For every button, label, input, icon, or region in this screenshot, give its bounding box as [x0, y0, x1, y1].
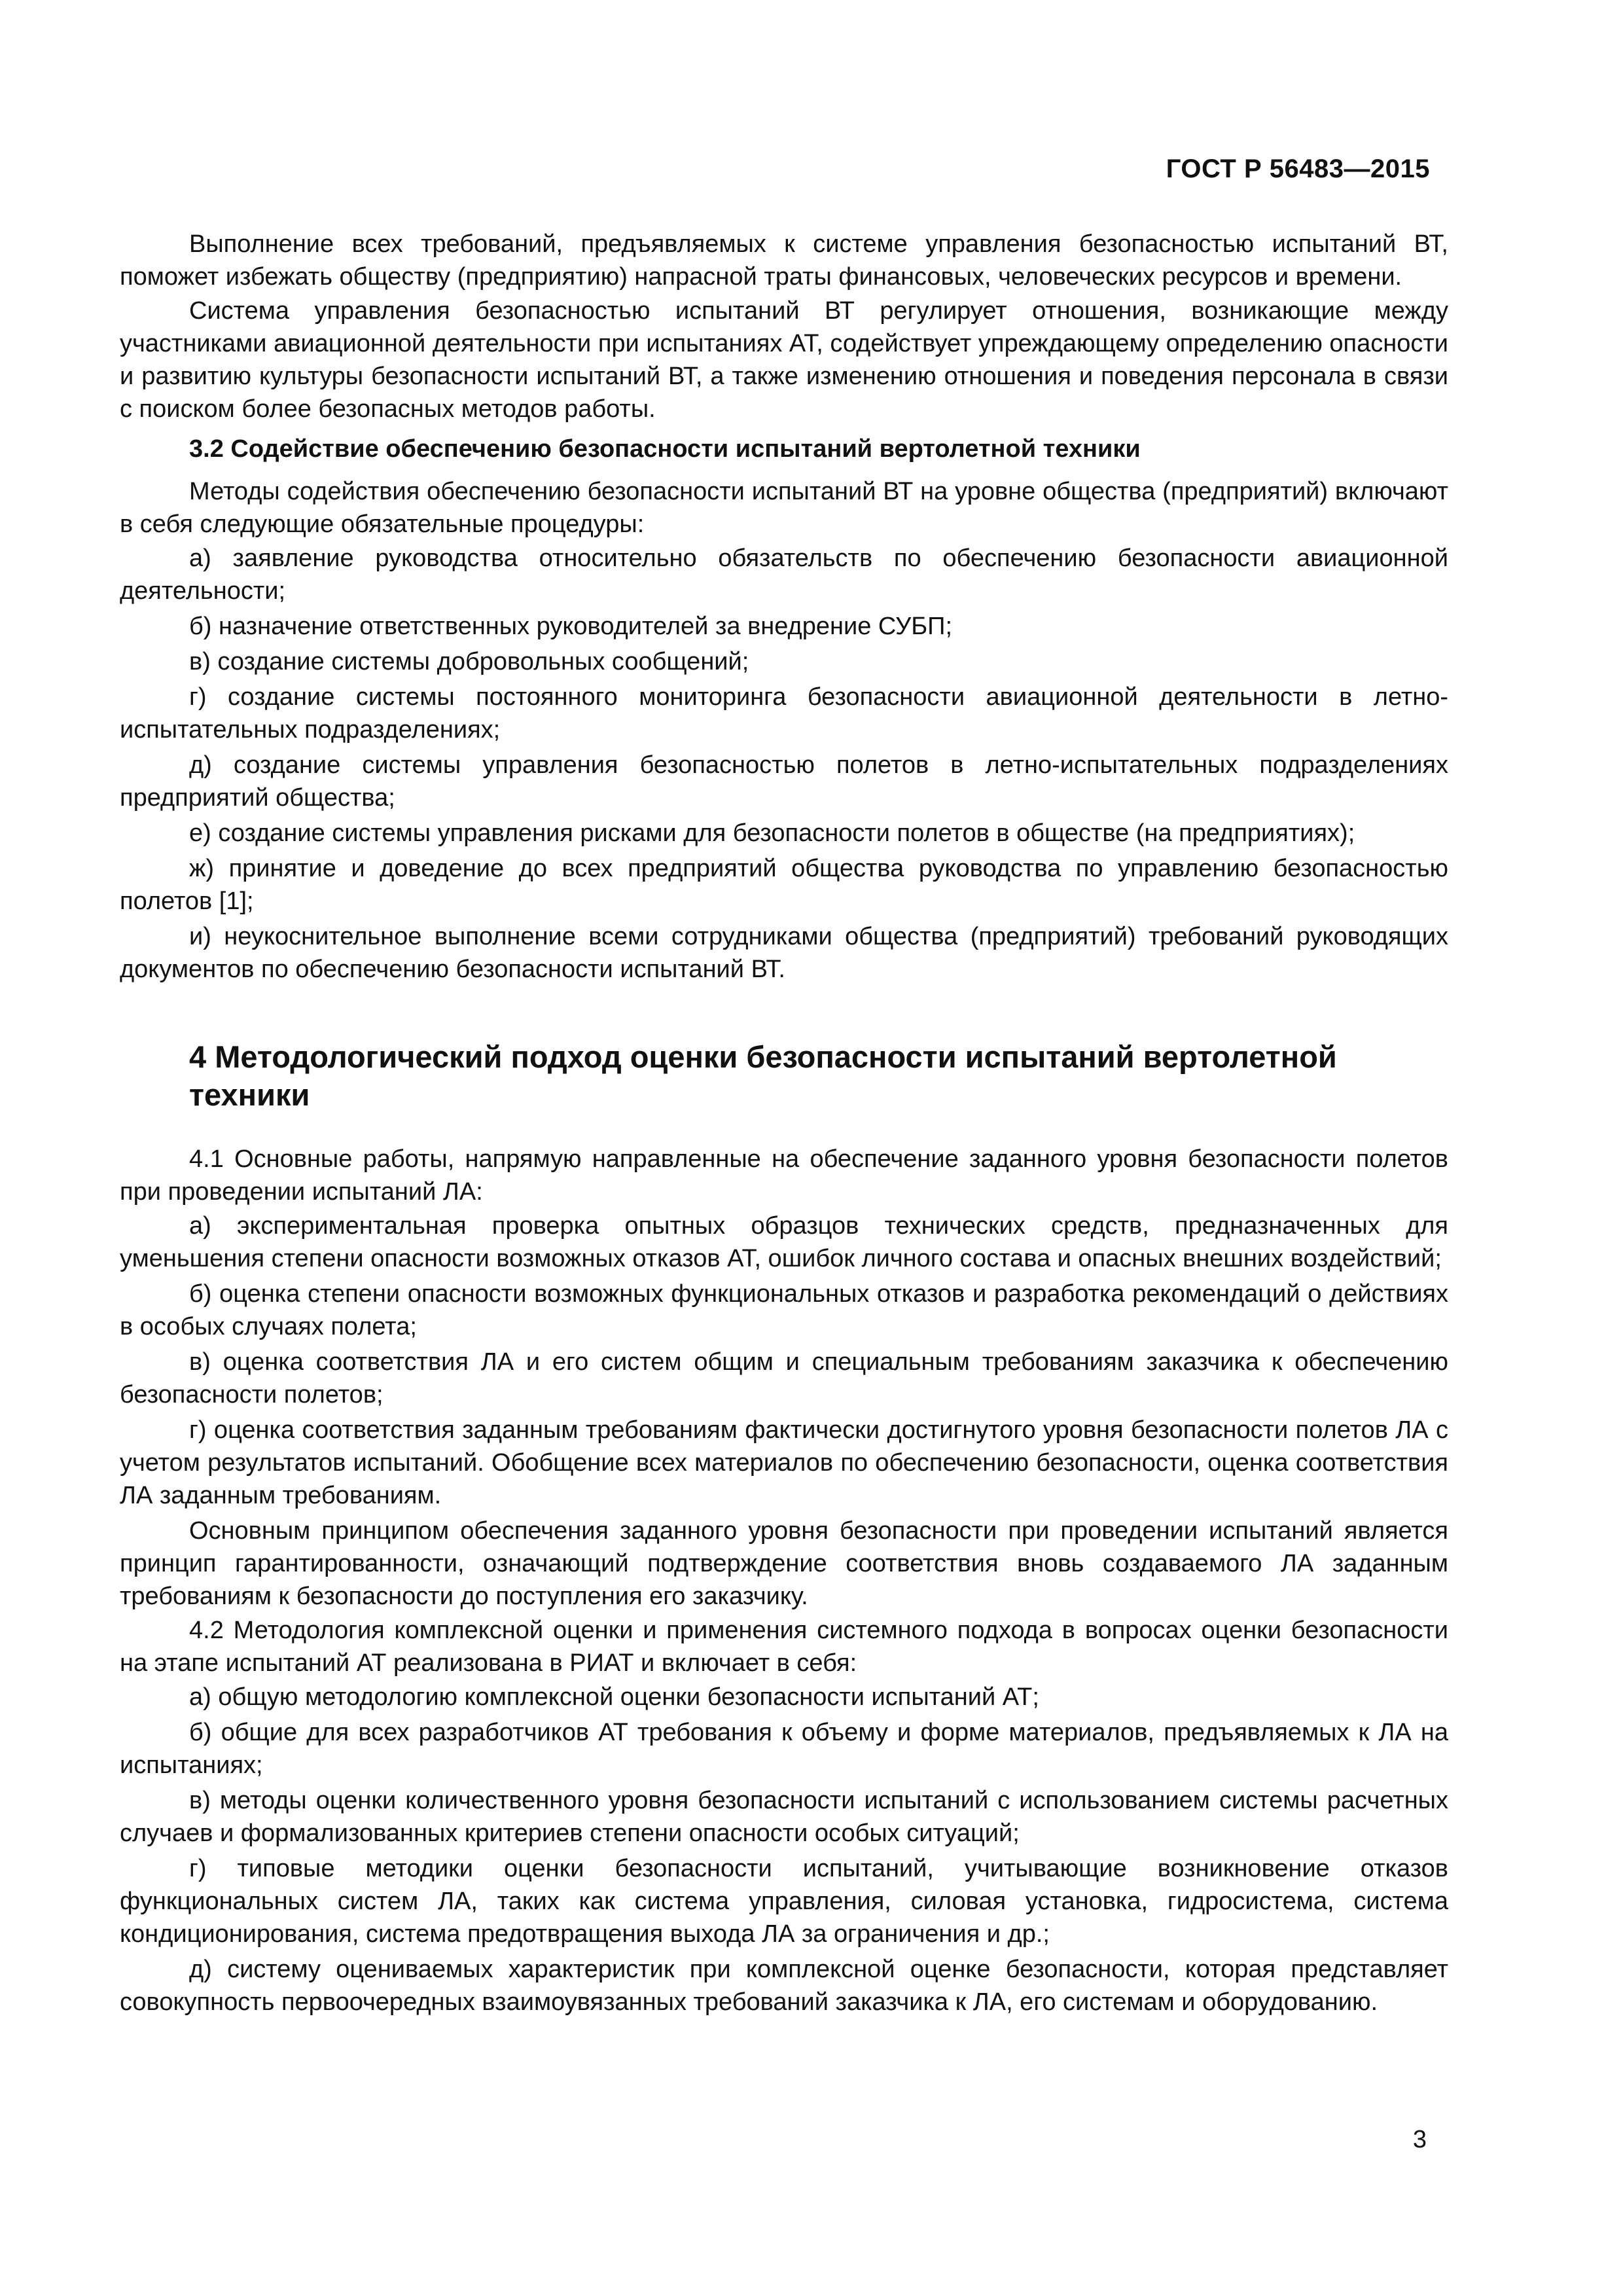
- list-item: а) экспериментальная проверка опытных образцов технических средств, предназначенных для уменьшения степени опасности возможных отказов АТ, ошибок личного состава и опасных внешних воздействий;: [120, 1212, 1448, 1272]
- list-item: г) оценка соответствия заданным требованиям фактически достигнутого уровня безопасности полетов ЛА с учетом результатов испытаний. Обобщение всех материалов по обеспечению безопасности, оценка соответствия ЛА заданным требованиям.: [120, 1416, 1448, 1509]
- list-item: ж) принятие и доведение до всех предприятий общества руководства по управлению безопасностью полетов [1];: [120, 855, 1448, 915]
- paragraph: 4.2 Методология комплексной оценки и применения системного подхода в вопросах оценки безопасности на этапе испытаний АТ реализована в РИАТ и включает в себя:: [120, 1617, 1448, 1677]
- document-body: [120, 228, 1448, 2021]
- list-item: в) оценка соответствия ЛА и его систем общим и специальным требованиям заказчика к обеспечению безопасности полетов;: [120, 1348, 1448, 1408]
- paragraph: Система управления безопасностью испытаний ВТ регулирует отношения, возникающие между участниками авиационной деятельности при испытаниях АТ, содействует упреждающему определению опасности и развитию культуры безопасности испытаний ВТ, а также изменению отношения и поведения персонала в связи с поиском более безопасных методов работы.: [120, 297, 1448, 423]
- document-header-id: ГОСТ Р 56483—2015: [1166, 154, 1430, 183]
- page-number: 3: [1412, 2126, 1427, 2153]
- list-item: а) заявление руководства относительно обязательств по обеспечению безопасности авиационной деятельности;: [120, 545, 1448, 605]
- list-item: г) типовые методики оценки безопасности испытаний, учитывающие возникновение отказов функциональных систем ЛА, таких как система управления, силовая установка, гидросистема, система кондиционирования, система предотвращения выхода ЛА за ограничения и др.;: [120, 1855, 1448, 1948]
- section-heading-4: 4 Методологический подход оценки безопасности испытаний вертолетной техники: [189, 1039, 1337, 1112]
- list-item: а) общую методологию комплексной оценки безопасности испытаний АТ;: [189, 1683, 1039, 1711]
- paragraph: Основным принципом обеспечения заданного уровня безопасности при проведении испытаний является принцип гарантированности, означающий подтверждение соответствия вновь создаваемого ЛА заданным требованиям к безопасности до поступления его заказчику.: [120, 1517, 1448, 1610]
- list-item: б) общие для всех разработчиков АТ требования к объему и форме материалов, предъявляемых к ЛА на испытаниях;: [120, 1719, 1448, 1779]
- section-heading-3-2: 3.2 Содействие обеспечению безопасности испытаний вертолетной техники: [189, 435, 1141, 463]
- list-item: в) создание системы добровольных сообщений;: [189, 648, 749, 675]
- list-item: д) систему оцениваемых характеристик при комплексной оценке безопасности, которая представляет совокупность первоочередных взаимоувязанных требований заказчика к ЛА, его системам и оборудованию.: [120, 1956, 1448, 2016]
- list-item: г) создание системы постоянного мониторинга безопасности авиационной деятельности в летно-испытательных подразделениях;: [120, 683, 1448, 744]
- list-item: в) методы оценки количественного уровня безопасности испытаний с использованием системы расчетных случаев и формализованных критериев степени опасности особых ситуаций;: [120, 1787, 1448, 1847]
- list-item: е) создание системы управления рисками для безопасности полетов в обществе (на предприятиях);: [189, 819, 1355, 847]
- list-item: б) оценка степени опасности возможных функциональных отказов и разработка рекомендаций о действиях в особых случаях полета;: [120, 1280, 1448, 1340]
- list-item: д) создание системы управления безопасностью полетов в летно-испытательных подразделениях предприятий общества;: [120, 751, 1448, 812]
- paragraph: Методы содействия обеспечению безопасности испытаний ВТ на уровне общества (предприятий) включают в себя следующие обязательные процедуры:: [120, 478, 1448, 538]
- paragraph: 4.1 Основные работы, напрямую направленные на обеспечение заданного уровня безопасности полетов при проведении испытаний ЛА:: [120, 1145, 1448, 1206]
- paragraph: Выполнение всех требований, предъявляемых к системе управления безопасностью испытаний ВТ, поможет избежать обществу (предприятию) напрасной траты финансовых, человеческих ресурсов и времени.: [120, 230, 1448, 291]
- list-item: б) назначение ответственных руководителей за внедрение СУБП;: [189, 613, 953, 640]
- list-item: и) неукоснительное выполнение всеми сотрудниками общества (предприятий) требований руководящих документов по обеспечению безопасности испытаний ВТ.: [120, 923, 1448, 983]
